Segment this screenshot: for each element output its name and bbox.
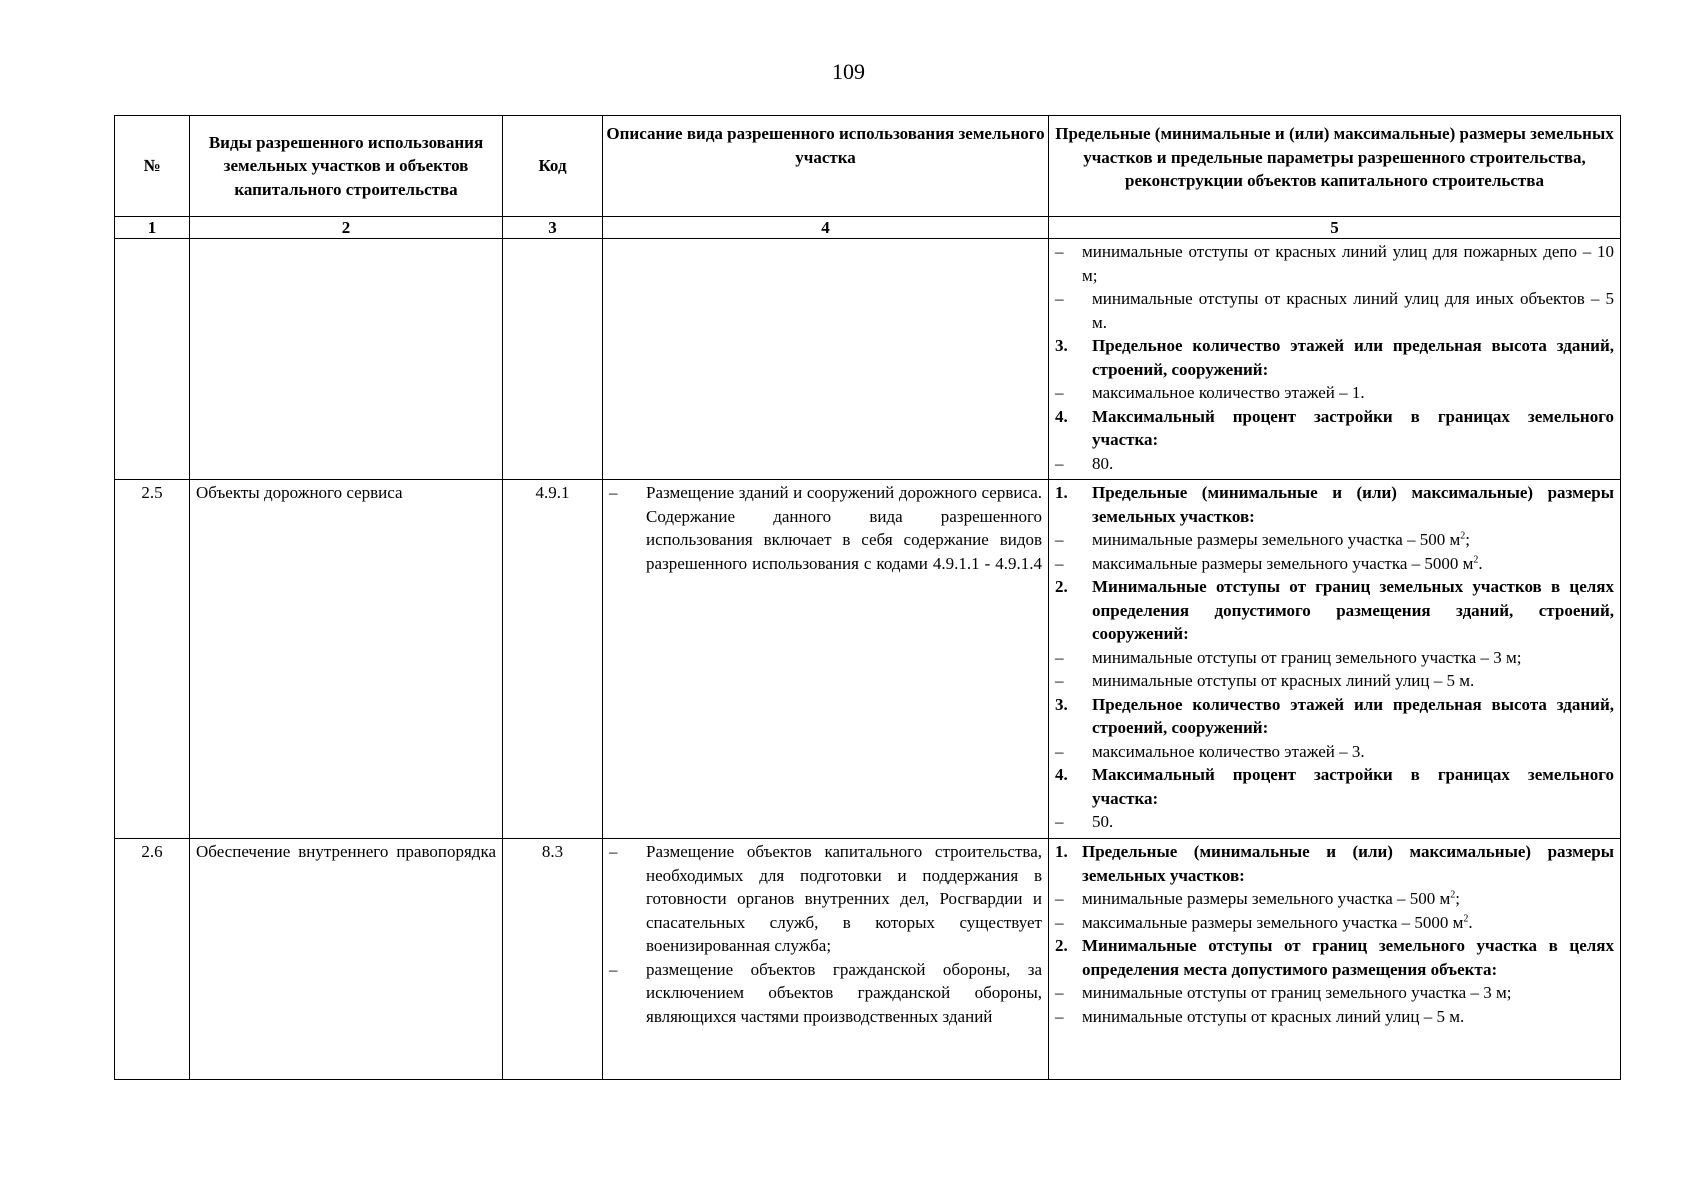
param-heading: 2. Минимальные отступы от границ земельного участка в целях определения места допустимого размещения объекта: (1055, 936, 1614, 979)
cell-code (503, 239, 603, 480)
description-item: – Размещение зданий и сооружений дорожного сервиса. Содержание данного вида разрешенного использования включает в себя содержание видов разрешенного использования с кодами 4.9.1.1 - 4.9.1.4 (609, 483, 1042, 573)
param-item: – минимальные отступы от красных линий улиц – 5 м. (1055, 671, 1475, 690)
column-number: 4 (603, 217, 1049, 239)
cell-params (1049, 239, 1621, 480)
description-item: – размещение объектов гражданской обороны, за исключением объектов гражданской обороны, являющихся частями производственных зданий (609, 959, 1042, 1026)
cell-type: Объекты дорожного сервиса (190, 480, 503, 839)
param-item: – минимальные отступы от красных линий улиц для иных объектов – 5 м. (1055, 289, 1614, 332)
param-heading: 1. Предельные (минимальные и (или) максимальные) размеры земельных участков: (1055, 483, 1614, 526)
cell-no (115, 239, 190, 480)
cell-params (1049, 839, 1621, 1080)
param-item: – минимальные отступы от границ земельного участка – 3 м; (1055, 983, 1512, 1002)
cell-description (603, 839, 1049, 1080)
table-row (115, 480, 1621, 839)
table-header-row (115, 116, 1621, 217)
param-item: – минимальные отступы от красных линий улиц – 5 м. (1055, 1006, 1465, 1026)
cell-no: 2.6 (115, 839, 190, 1080)
cell-params (1049, 480, 1621, 839)
column-number: 1 (115, 217, 190, 239)
cell-description (603, 239, 1049, 480)
param-item: – минимальные размеры земельного участка – 500 $м^2$; (1055, 530, 1470, 549)
param-item: – максимальные размеры земельного участка – 5000 $м^2$. (1055, 553, 1483, 573)
param-heading: 1. Предельные (минимальные и (или) максимальные) размеры земельных участков: (1055, 842, 1614, 885)
param-item: – 50. (1055, 812, 1114, 831)
param-item: – максимальные размеры земельного участка – 5000 $м^2$. (1055, 912, 1473, 932)
header-code: Код (503, 116, 603, 217)
param-item: – минимальные отступы от границ земельного участка – 3 м; (1055, 647, 1522, 667)
cell-description (603, 480, 1049, 839)
column-number: 3 (503, 217, 603, 239)
param-heading: 3. Предельное количество этажей или предельная высота зданий, строений, сооружений: (1055, 694, 1614, 737)
column-number: 2 (190, 217, 503, 239)
param-item: – 80. (1055, 453, 1114, 473)
param-heading: 2. Минимальные отступы от границ земельных участков в целях определения допустимого размещения зданий, строений, сооружений: (1055, 577, 1614, 643)
header-description: Описание вида разрешенного использования земельного участка (603, 116, 1049, 217)
cell-type: Обеспечение внутреннего правопорядка (190, 839, 503, 1080)
param-item: – максимальное количество этажей – 1. (1055, 383, 1365, 402)
param-heading: 4. Максимальный процент застройки в границах земельного участка: (1055, 406, 1614, 449)
param-heading: 4. Максимальный процент застройки в границах земельного участка: (1055, 765, 1614, 808)
cell-code: 4.9.1 (503, 480, 603, 839)
header-type: Виды разрешенного использования земельных участков и объектов капитального строительства (190, 116, 503, 217)
column-number: 5 (1049, 217, 1621, 239)
cell-type (190, 239, 503, 480)
param-item: – минимальные размеры земельного участка – 500 $м^2$; (1055, 889, 1460, 908)
cell-no: 2.5 (115, 480, 190, 839)
land-use-table (114, 115, 1621, 1080)
header-params: Предельные (минимальные и (или) максимальные) размеры земельных участков и предельные параметры разрешенного строительства, реконструкции объектов капитального строительства (1049, 116, 1621, 217)
table-row (115, 839, 1621, 1080)
table-row (115, 239, 1621, 480)
header-no: № (115, 116, 190, 217)
description-item: – Размещение объектов капитального строительства, необходимых для подготовки и поддержания в готовности органов внутренних дел, Росгвардии и спасательных служб, в которых существует военизированная служба; (609, 842, 1042, 955)
page-number: 109 (832, 59, 865, 84)
param-item: – максимальное количество этажей – 3. (1055, 741, 1365, 761)
param-heading: 3. Предельное количество этажей или предельная высота зданий, строений, сооружений: (1055, 336, 1614, 379)
column-numbers-row (115, 217, 1621, 239)
cell-code: 8.3 (503, 839, 603, 1080)
param-item: – минимальные отступы от красных линий улиц для пожарных депо – 10 м; (1055, 242, 1614, 285)
